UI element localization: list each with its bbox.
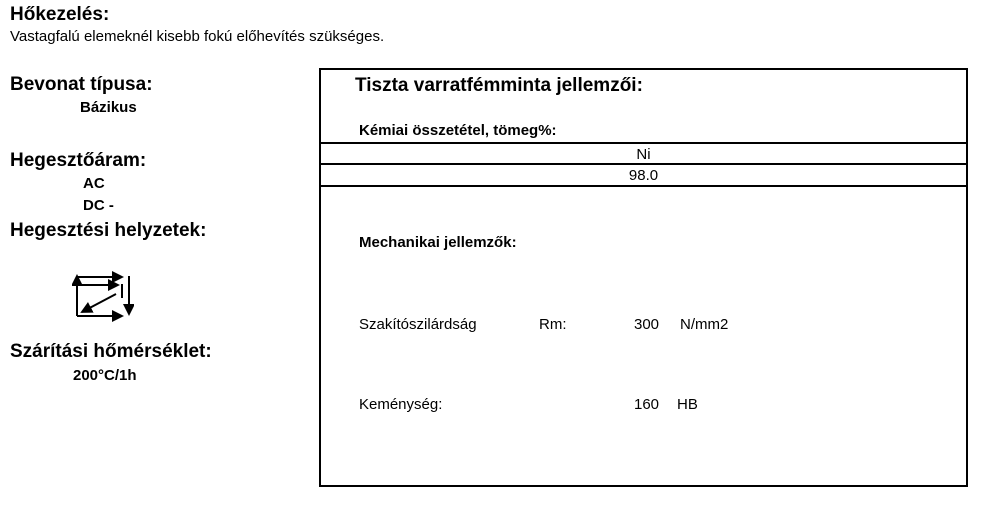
hardness-value: 160 — [634, 396, 660, 413]
chemical-value: 98.0 — [628, 167, 659, 184]
mechanical-title: Mechanikai jellemzők: — [359, 234, 517, 251]
welding-positions-icon — [72, 270, 134, 324]
table-line-top — [321, 142, 966, 144]
coating-value: Bázikus — [80, 99, 137, 116]
current-title: Hegesztőáram: — [10, 150, 147, 171]
drying-title: Szárítási hőmérséklet: — [10, 341, 212, 362]
tensile-unit: N/mm2 — [680, 316, 729, 333]
tensile-value: 300 — [634, 316, 660, 333]
coating-title: Bevonat típusa: — [10, 74, 153, 95]
current-value-dc: DC - — [83, 197, 114, 214]
positions-title: Hegesztési helyzetek: — [10, 220, 207, 241]
current-value-ac: AC — [83, 175, 105, 192]
table-line-bottom — [321, 185, 966, 187]
hardness-label: Keménység: — [359, 396, 443, 413]
tensile-label: Szakítószilárdság — [359, 316, 477, 333]
chemical-element: Ni — [636, 146, 651, 163]
tensile-symbol: Rm: — [539, 316, 567, 333]
weld-metal-title: Tiszta varratfémminta jellemzői: — [355, 75, 643, 96]
heat-treatment-title: Hőkezelés: — [10, 4, 110, 25]
hardness-unit: HB — [677, 396, 698, 413]
drying-value: 200°C/1h — [73, 367, 137, 384]
weld-metal-box — [319, 68, 968, 487]
table-line-mid — [321, 163, 966, 165]
heat-treatment-text: Vastagfalú elemeknél kisebb fokú előhevítés szükséges. — [10, 28, 385, 45]
chemical-title: Kémiai összetétel, tömeg%: — [359, 122, 557, 139]
